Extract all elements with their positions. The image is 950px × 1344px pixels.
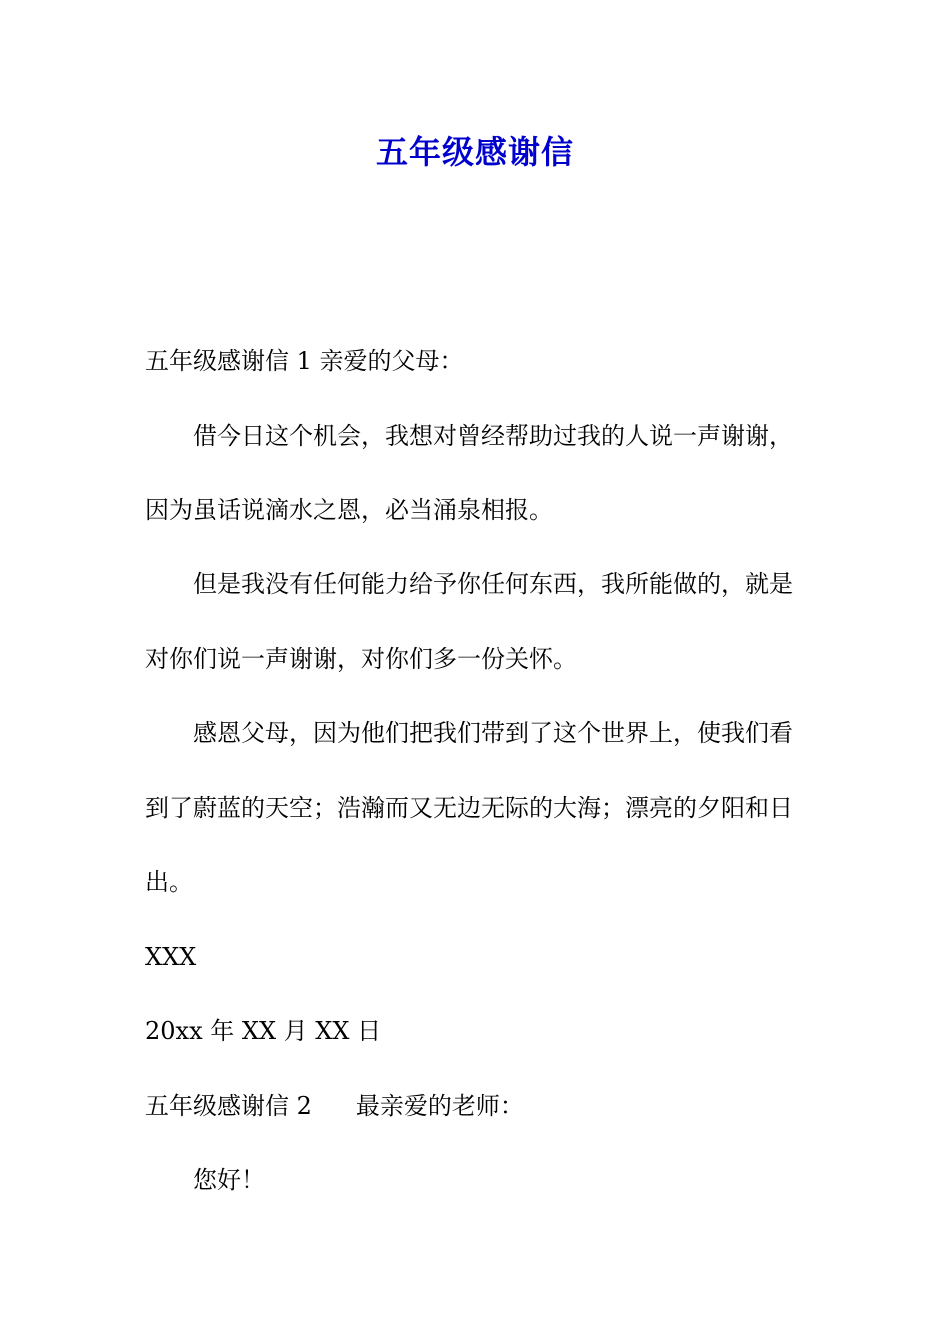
- signature-name: XXX: [145, 943, 197, 971]
- paragraph-line: 出。: [145, 868, 193, 896]
- paragraph-line: 但是我没有任何能力给予你任何东西，我所能做的，就是: [193, 570, 793, 598]
- document-title: 五年级感谢信: [375, 133, 574, 171]
- paragraph-line: 到了蔚蓝的天空；浩瀚而又无边无际的大海；漂亮的夕阳和日: [145, 794, 793, 822]
- letter2-salutation: 最亲爱的老师：: [355, 1092, 524, 1120]
- paragraph-line: 借今日这个机会，我想对曾经帮助过我的人说一声谢谢，: [193, 422, 793, 450]
- letter2-heading-line: [145, 1090, 524, 1122]
- paragraph-line: 对你们说一声谢谢，对你们多一份关怀。: [145, 645, 577, 673]
- paragraph-line: 因为虽话说滴水之恩，必当涌泉相报。: [145, 496, 553, 524]
- paragraph-line: 感恩父母，因为他们把我们带到了这个世界上，使我们看: [193, 719, 793, 747]
- signature-date: 20xx 年 XX 月 XX 日: [145, 1017, 382, 1045]
- letter2-heading: 五年级感谢信 2: [145, 1092, 312, 1120]
- letter2-greeting: 您好！: [193, 1166, 265, 1194]
- letter1-heading: 五年级感谢信 1 亲爱的父母：: [145, 347, 464, 375]
